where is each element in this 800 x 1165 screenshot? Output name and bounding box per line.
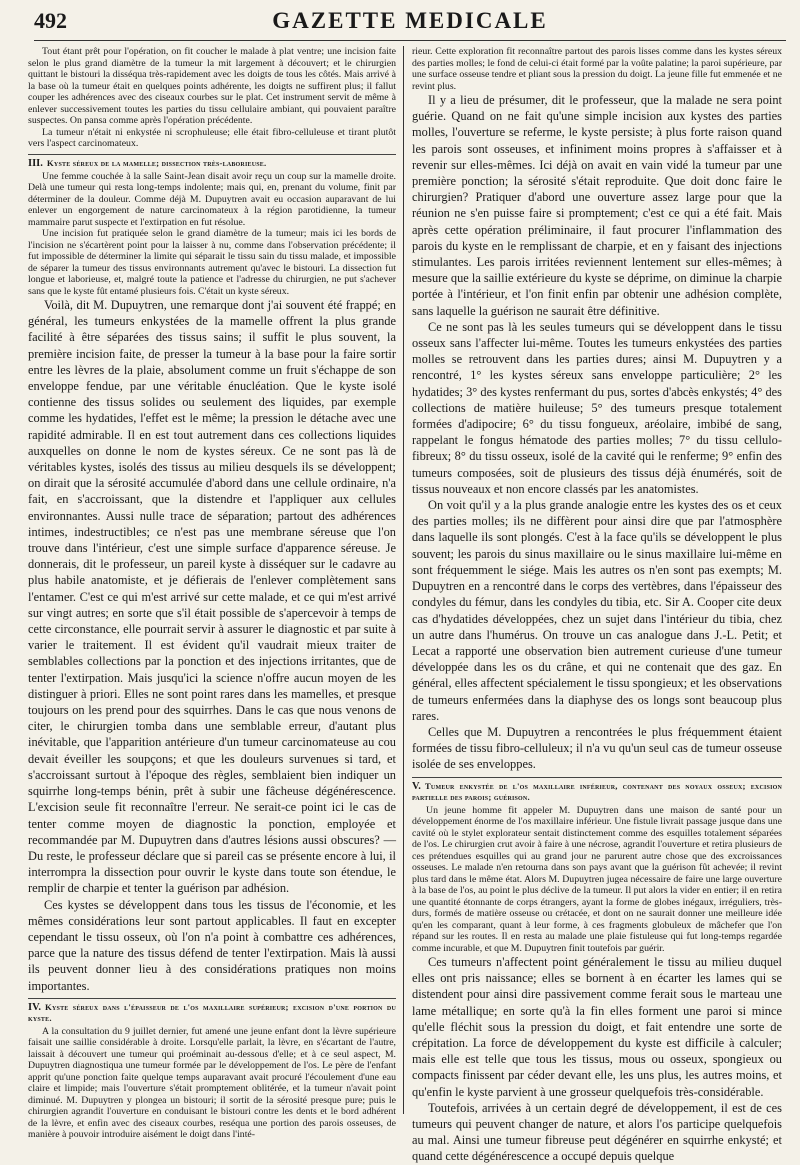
section-number: IV. (28, 1001, 41, 1013)
paragraph: Une incision fut pratiquée selon le grand diamètre de la tumeur; mais ici les bords de l'incision ne s'écartèrent point pour la laisser à nu, comme dans l'observation précédente; il fut impossible de déterminer la limite qui séparait le tissu sain du tissu malade, et impossible de séparer la tumeur des tissus environnants autrement qu'avec le bistouri. La dissection fut longue et laborieuse, et, malgré toute la patience et l'adresse du chirurgien, ne put s'achever sans que le kyste fût entamé plusieurs fois. C'était un kyste séreux. (28, 228, 396, 297)
paragraph: Ces tumeurs n'affectent point généralement le tissu au milieu duquel elles ont pris naissance; elles se bornent à en écarter les lames qui se distendent pour ainsi dire passivement comme ferait sous le marteau une lame métallique; en sorte qu'à la fin elles forment une paroi si mince qu'elle fléchit sous la pression du doigt, et fait entendre une sorte de crépitation. La force de développement du kyste est difficile à calculer; mais elle est telle que tous les tissus, mous ou osseux, spongieux ou compacts finissent par céder devant elle, les uns plus, les autres moins, et qu'enfin le kyste parvient à une grosseur quelquefois très-considérable. (412, 955, 782, 1099)
section-title: Kyste séreux de la mamelle; dissection très-laborieuse. (46, 157, 267, 168)
paragraph: A la consultation du 9 juillet dernier, fut amené une jeune enfant dont la lèvre supérieure faisait une saillie considérable à droite. Lorsqu'elle parlait, la lèvre, en s'écartant de l'autre, laissait à découvert une tumeur qui proéminait au-dessous d'elle; et à ce seul aspect, M. Dupuytren diagnostiqua une tumeur formée par le développement de l'os. Le père de l'enfant apprit qu'une ponction faite quelque temps auparavant avait procuré l'écoulement d'une eau claire et limpide; mais l'ouverture s'était promptement oblitérée, et la tumeur n'avait point diminué. M. Dupuytren y plongea un bistouri; il sortit de la sérosité presque pure; puis le chirurgien agrandit l'ouverture en conduisant le bistouri contre les dents et le bord adhérent de la lèvre, et enfin avec des ciseaux courbes, reséqua une portion des parois osseuses, de manière à pouvoir introduire aisément le doigt dans l'inté- (28, 1025, 396, 1141)
section-number: III. (28, 157, 43, 169)
paragraph: La tumeur n'était ni enkystée ni scrophuleuse; elle était fibro-celluleuse et tirant plutôt vers l'aspect carcinomateux. (28, 126, 396, 149)
page-number: 492 (34, 8, 67, 33)
section-number: V. (412, 780, 421, 792)
paragraph: Celles que M. Dupuytren a rencontrées le plus fréquemment étaient formées de tissu fibro-celluleux; il n'a vu qu'un seul cas de tumeur osseuse isolée de ses enveloppes. (412, 724, 782, 772)
paragraph: Une femme couchée à la salle Saint-Jean disait avoir reçu un coup sur la mamelle droite. Delà une tumeur qui resta long-temps indolente; mais qui, en, prenant du volume, finit par déterminer de la douleur. Comme déjà M. Dupuytren avait eu occasion auparavant de lui enlever un engorgement de nature carcinomateux à la région parotidienne, la tumeur mammaire parut suspecte et l'extirpation en fut résolue. (28, 170, 396, 228)
paragraph: Un jeune homme fit appeler M. Dupuytren dans une maison de santé pour un développement énorme de l'os maxillaire inférieur. Une fistule livrait passage jusque dans une cavité où le stylet explorateur sentait distinctement comme des esquilles totalement séparées de l'os. Le chirurgien crut avoir à faire à une nécrose, agrandit l'ouverture et retira plusieurs de ces prétendues esquilles qui au grand jour ne parurent autre chose que des excroissances osseuses. Le malade n'en retourna dans son pays avant que la guérison fût achevée; il revint plus tard dans le même état. Alors M. Dupuytren jugea nécessaire de faire une large ouverture à la base de l'os, au point le plus déclive de la tumeur. Il put alors la vider en entier; il en retira une quantité étonnante de corps étrangers, ayant la forme de globes inégaux, irréguliers, très-durs, formés de matière osseuse ou crétacée, et dont on ne saurait donner une meilleure idée qu'en les comparant, quant à leur forme, à ces fragments globuleux de mâchefer que l'on répand sur les routes. Il en resta au malade une plaie fistuleuse qui fut long-temps regardée comme incurable, et que M. Dupuytren finit toutefois par guérir. (412, 804, 782, 954)
paragraph: Il y a lieu de présumer, dit le professeur, que la malade ne sera point guérie. Quand on ne fait qu'une simple incision aux kystes des parties molles, l'ouverture se referme, le kyste persiste; à plus forte raison quand les parois sont osseuses, et infiniment moins propres à s'affaisser et à revenir sur elles-mêmes. Ici déjà on avait en vain vidé la tumeur par une première ponction; la sérosité s'était reproduite. Que doit donc faire le chirurgien? Pratiquer d'abord une ouverture assez large pour que la réunion ne s'en puisse faire si promptement; c'est ce qui a été fait. Mais après cette opération préliminaire, il faut procurer l'inflammation des parois du kyste en le remplissant de charpie, et en y faisant des injections stimulantes. Les parois irritées reviennent lentement sur elles-mêmes; à mesure que la saillie extérieure du kyste se déprime, on diminue la charpie portée à l'intérieur, et l'on finit enfin par obtenir une adhésion complète, sans laquelle la guérison ne saurait être définitive. (412, 93, 782, 318)
paragraph: Tout étant prêt pour l'opération, on fit coucher le malade à plat ventre; une incision faite selon le plus grand diamètre de la tumeur la mit largement à découvert; et le chirurgien quittant le bistouri la disséqua très-rapidement avec les doigts de tous les côtés. Mais arrivé à la base où la tumeur était en quelques points adhérente, les doigts ne suffirent plus; il fallut couper les adhérences avec des ciseaux courbes sur le plat. Cet instrument servit de même à enlever successivement toutes les parties du tissu cellulaire ambiant, qui pouvaient paraître suspectes. On pansa comme après l'opération précédente. (28, 46, 396, 126)
paragraph: rieur. Cette exploration fit reconnaître partout des parois lisses comme dans les kystes séreux des parties molles; le fond de celui-ci était formé par la voûte palatine; la paroi supérieure, par une surface osseuse tendre et pliant sous la pression du doigt. La jeune fille fut emmenée et ne revint plus. (412, 46, 782, 92)
column-divider (403, 46, 404, 1114)
section-title: Tumeur enkystée de l'os maxillaire inférieur, contenant des noyaux osseux; excision partielle des parois; guérison. (412, 780, 782, 802)
paragraph: Ces kystes se développent dans tous les tissus de l'économie, et les mêmes considérations leur sont partout applicables. Il faut en excepter cependant le tissu osseux, où l'on n'a point à combattre ces adhérences, parce que la nature des tissus défend de tenter l'extirpation. Mais là aussi ils peuvent donner lieu à des considérations pratiques non moins importantes. (28, 897, 396, 993)
paragraph: Toutefois, arrivées à un certain degré de développement, il est de ces tumeurs qui peuvent changer de nature, et alors l'os participe quelquefois au mal. Ainsi une tumeur fibreuse peut dégénérer en squirrhe enkysté; et quand cette dégénérescence a occupé depuis quelque (412, 1100, 782, 1164)
page-header (34, 6, 786, 41)
left-column (28, 46, 396, 1141)
section-heading (412, 777, 782, 803)
publication-title: GAZETTE MEDICALE (272, 8, 548, 33)
paragraph: Ce ne sont pas là les seules tumeurs qui se développent dans le tissu osseux sans l'affecter lui-même. Toutes les tumeurs enkystées des parties molles se retrouvent dans les parties dures; ainsi M. Dupuytren y a rencontré, 1° les kystes séreux sans enveloppe particulière; 2° les hydatides; 3° des kystes renfermant du pus, sortes d'abcès enkystés; 4° des collections de matière huileuse; 5° des tumeurs presque totalement formées d'adipocire; 6° du tissu fongueux, aréolaire, imbibé de sang, rappelant le fongus hématode des parties molles; 7° du tissu cellulo-fibreux; 8° du tissu osseux, isolé de la cavité qui le renferme; 9° enfin des tumeurs composées, soit de plusieurs des tissus déjà énumérés, soit de tissus nouveaux et non encore classés par les anatomistes. (412, 319, 782, 496)
section-title: Kyste séreux dans l'épaisseur de l'os maxillaire supérieur; excision d'une portion du kyste. (28, 1001, 396, 1023)
section-heading (28, 154, 396, 169)
paragraph: On voit qu'il y a la plus grande analogie entre les kystes des os et ceux des parties molles; ils ne diffèrent pour ainsi dire que par l'atmosphère dans laquelle ils sont plongés. C'est à la face qu'ils se développent le plus souvent; les parois du sinus maxillaire ou le sinus maxillaire lui-même en sont fréquemment le siége. Mais les autres os n'en sont pas exempts; M. Dupuytren en a rencontré dans le corps des vertèbres, dans l'épaisseur des condyles du fémur, dans les condyles du tibia, etc. Sir A. Cooper cite deux cas d'hydatides développées, chez un sujet dans l'intérieur du tibia, chez un autre dans l'humérus. On trouve un cas analogue dans J.-L. Petit; et Lecat a rapporté une observation bien autrement curieuse d'une tumeur développée dans les os du crâne, et qui ne contenait que des gaz. En général, elles affectent spécialement le tissu spongieux; et les observations de tumeurs enfermées dans la diaphyse des os longs sont beaucoup plus rares. (412, 498, 782, 723)
right-column (412, 46, 782, 1164)
paragraph: Voilà, dit M. Dupuytren, une remarque dont j'ai souvent été frappé; en général, les tumeurs enkystées de la mamelle offrent la plus grande facilité à être séparées des tissus sains; il suffit le plus souvent, la première incision faite, de presser la tumeur à la base pour la faire sortir entre les lèvres de la plaie, absolument comme un fruit s'échappe de son enveloppe fendue, par une véritable énucléation. Que le kyste isolé contienne des tissus solides ou seulement des liquides, par exemple comme les hydatides, l'effet est le même; la pression le détache avec une rapidité admirable. Il en est tout autrement dans ces collections liquides auxquelles on donne le nom de kystes séreux. Ce ne sont pas là de véritables kystes, isolés des tissus au milieu desquels ils se développent; on dirait que la sérosité accumulée d'abord dans une cellule ordinaire, n'a fait, en s'accroissant, que la distendre et l'appliquer aux cellules environnantes. Aussi nulle trace de séparation; partout des adhérences intimes, indestructibles; ce n'est pas une membrane séreuse que l'on trouve dans l'intérieur, c'est une simple surface d'apparence séreuse. Je donnerais, dit le professeur, un pareil kyste à disséquer sur le cadavre au plus habile anatomiste, et je défierais de l'enlever complètement sans l'entamer. C'est ce qui m'est arrivé sur cette malade, et ce qui m'est arrivé sur vingt autres; en sorte que s'il était possible de s'apercevoir à temps de cette circonstance, elle pourrait servir à assurer le diagnostic et par suite à varier le traitement. Il est évident qu'il vaudrait mieux traiter de semblables collections par la ponction et des injections irritantes, que de tenter l'extirpation. Mais jusqu'ici la science n'offre aucun moyen de les distinguer à priori. Elles ne sont point rares dans les mamelles, et presque toujours on les prend pour des squirrhes. Dans le cas que nous venons de citer, le chirurgien tomba dans une semblable erreur, d'autant plus inévitable, que l'apparition antérieure d'un tumeur carcinomateuse au cou devait éveiller les soupçons; et que les douleurs survenues si tard, et s'accroissant surtout à l'époque des règles, semblaient bien indiquer un squirrhe long-temps bénin, prêt à subir une fâcheuse dégénérescence. L'excision seule fit reconnaître l'erreur. Ne serait-ce point ici le cas de tenter comme moyen de diagnostic la ponction, employée et recommandée par M. Dupuytren dans d'autres lésions aussi obscures? —Du reste, le professeur déclare que si pareil cas se présente encore à lui, il interromprа la dissection pour ouvrir le kyste dans toute son étendue, le remplir de charpie et tenter la guérison par adhésion. (28, 298, 396, 896)
section-heading (28, 998, 396, 1024)
